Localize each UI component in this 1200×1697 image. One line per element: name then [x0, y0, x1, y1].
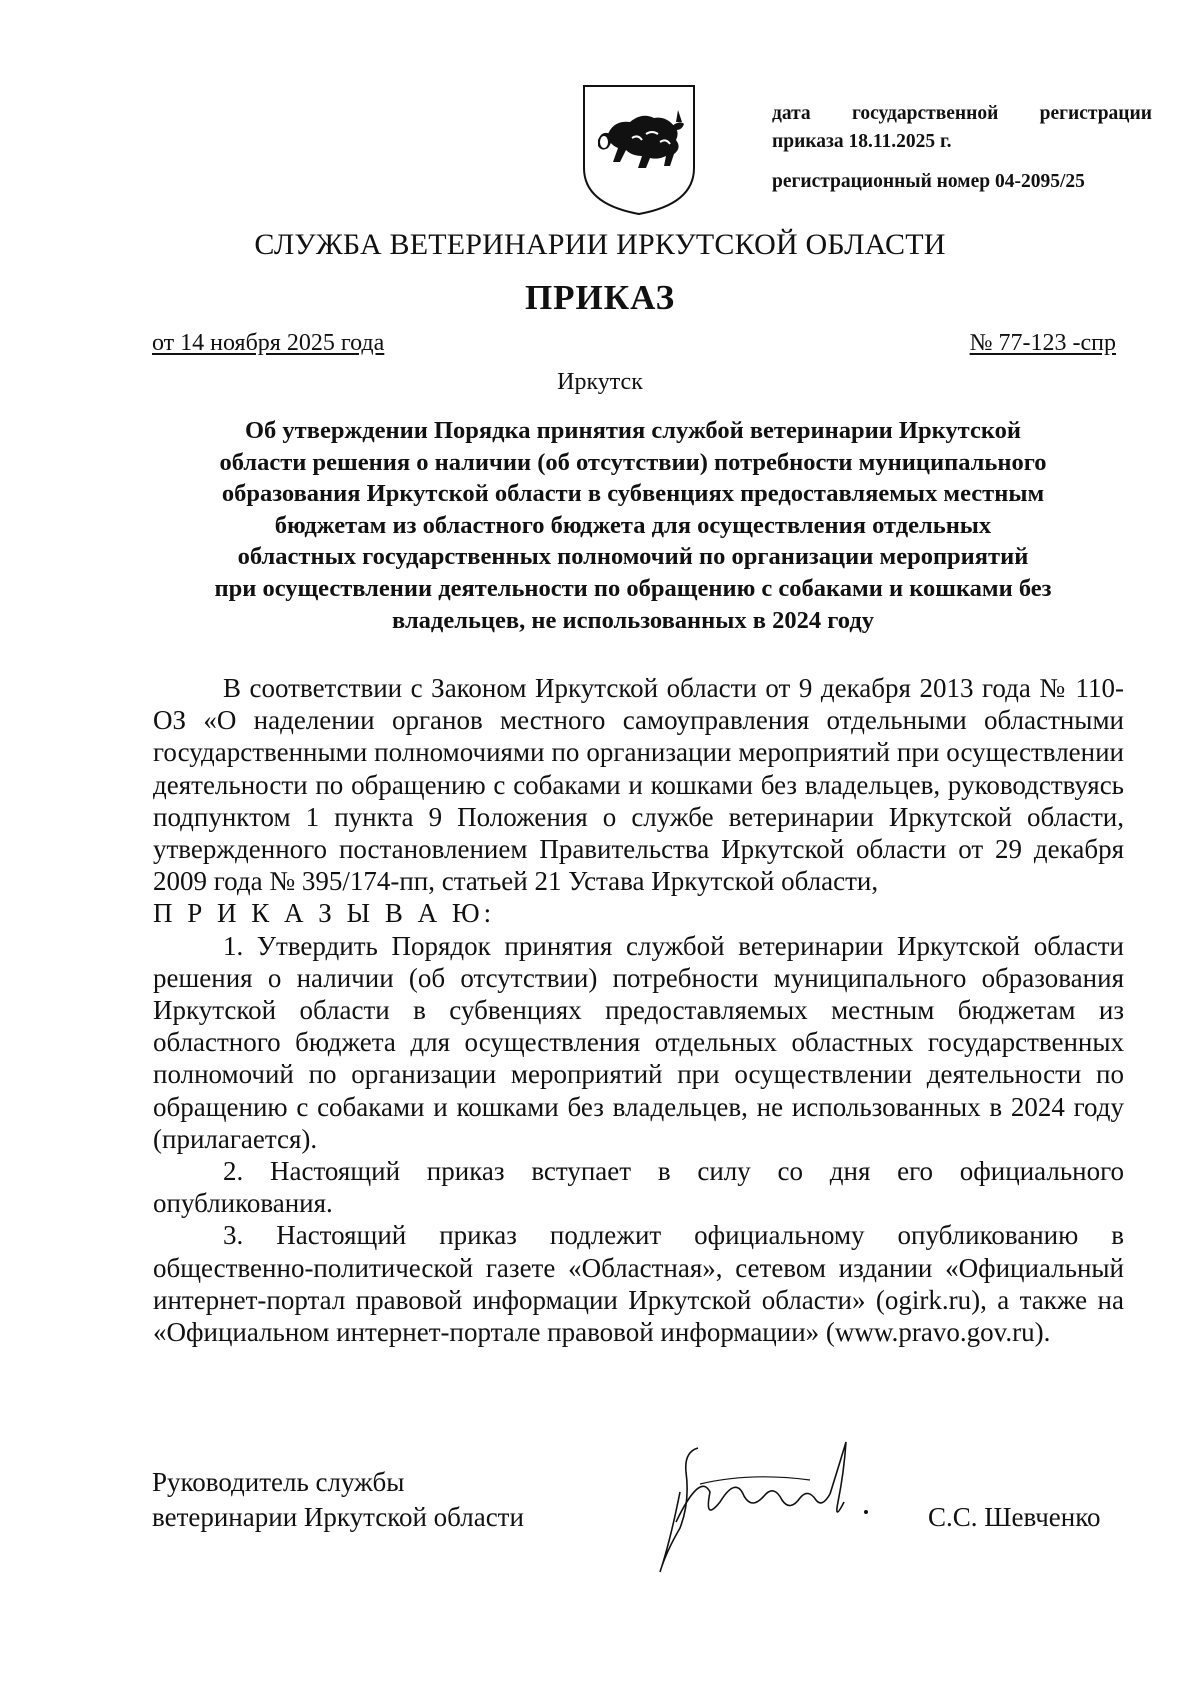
- document-type: ПРИКАЗ: [524, 278, 676, 317]
- title-line: владельцев, не использованных в 2024 году: [392, 606, 874, 634]
- order-directive-word: П Р И К А З Ы В А Ю:: [153, 898, 496, 929]
- title-line: бюджетам из областного бюджета для осуществления отдельных: [274, 511, 992, 539]
- title-line: Об утверждении Порядка принятия службой ветеринарии Иркутской: [245, 417, 1021, 444]
- title-line: при осуществлении деятельности по обращению с собаками и кошками без: [214, 574, 1052, 602]
- registration-date-label: дата государственной регистрации: [772, 103, 1152, 124]
- order-body: [153, 672, 1124, 1348]
- title-line: областных государственных полномочий по организации мероприятий: [237, 543, 1029, 571]
- order-date: от 14 ноября 2025 года: [152, 330, 385, 356]
- registration-stamp: [772, 100, 1152, 196]
- order-item-2: 2. Настоящий приказ вступает в силу со дня его официального опубликования.: [153, 1156, 1124, 1219]
- order-item-1: 1. Утвердить Порядок принятия службой ветеринарии Иркутской области решения о наличии (об отсутствии) потребности муниципального образования Иркутской области в субвенциях предоставляемых местным бюджетам из областного бюджета для осуществления отдельных областных государственных полномочий по организации мероприятий при осуществлении деятельности по обращению с собаками и кошками без владельцев, не использованных в 2024 году (прилагается).: [153, 930, 1124, 1154]
- title-line: области решения о наличии (об отсутствии) потребности муниципального: [219, 448, 1047, 476]
- signatory-position: [152, 1465, 524, 1535]
- coat-of-arms-emblem: [580, 82, 698, 218]
- order-city: Иркутск: [557, 369, 643, 395]
- preamble-paragraph: В соответствии с Законом Иркутской области от 9 декабря 2013 года № 110-ОЗ «О наделении органов местного самоуправления отдельными областными государственными полномочиями по организации мероприятий при осуществлении деятельности по обращению с собаками и кошками без владельцев, руководствуясь подпунктом 1 пункта 9 Положения о службе ветеринарии Иркутской области, утвержденного постановлением Правительства Иркутской области от 29 декабря 2009 года № 395/174-пп, статьей 21 Устава Иркутской области,: [153, 673, 1124, 897]
- handwritten-signature: [640, 1432, 900, 1582]
- registration-number: регистрационный номер 04-2095/25: [772, 171, 1085, 192]
- agency-name: СЛУЖБА ВЕТЕРИНАРИИ ИРКУТСКОЙ ОБЛАСТИ: [254, 228, 946, 261]
- signatory-position-line: Руководитель службы: [152, 1467, 405, 1497]
- order-title: [148, 415, 1118, 636]
- signatory-position-line: ветеринарии Иркутской области: [152, 1502, 524, 1532]
- signatory-name: С.С. Шевченко: [928, 1502, 1101, 1532]
- order-number: № 77-123 -спр: [969, 330, 1116, 356]
- title-line: образования Иркутской области в субвенциях предоставляемых местным: [221, 480, 1045, 508]
- order-item-3: 3. Настоящий приказ подлежит официальному опубликованию в общественно-политической газете «Областная», сетевом издании «Официальный интернет-портал правовой информации Иркутской области» (ogirk.ru), а также на «Официальном интернет-портале правовой информации» (www.pravo.gov.ru).: [153, 1220, 1124, 1348]
- registration-date: приказа 18.11.2025 г.: [772, 131, 952, 152]
